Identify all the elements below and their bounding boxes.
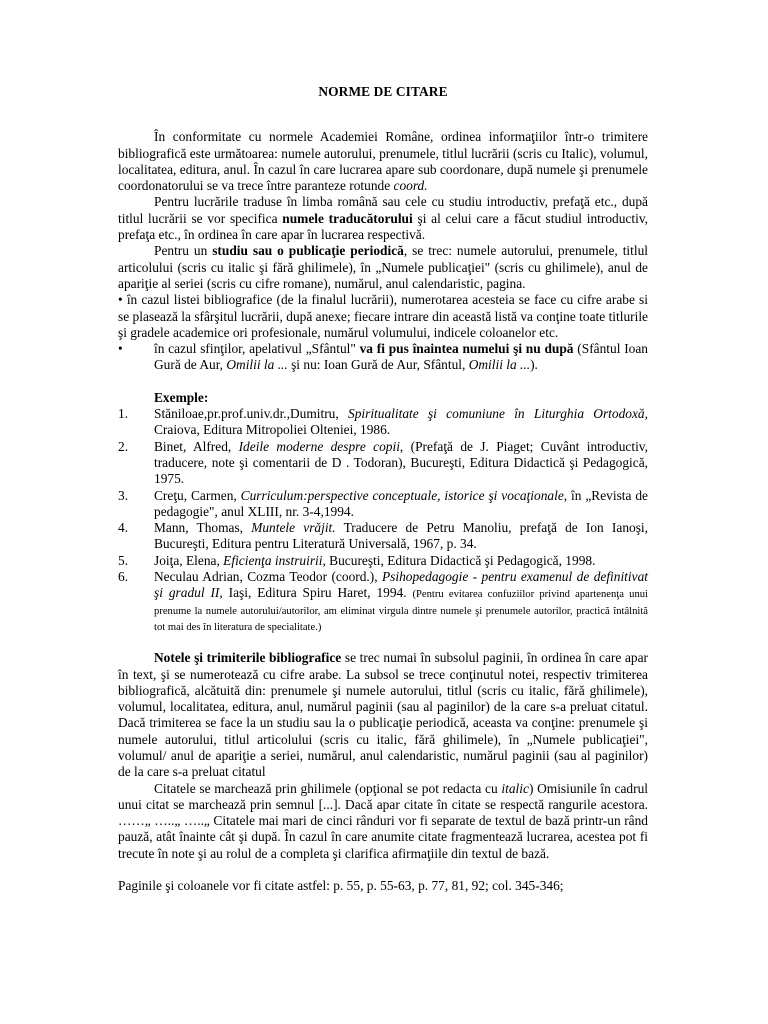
- example-author: Creţu, Carmen,: [154, 487, 241, 503]
- document-body: [118, 84, 648, 894]
- saints-text-b: (Sfântul Ioan Gură de Aur,: [154, 341, 648, 373]
- translations-text-a: Pentru lucrările traduse în limba română sau cele cu studiu introductiv, prefaţă etc., după titlul lucrării se vor specifica: [118, 194, 648, 226]
- example-number: 5.: [118, 552, 129, 568]
- saints-text-c: şi nu: Ioan Gură de Aur, Sfântul,: [287, 357, 469, 373]
- saints-text-d: ).: [530, 357, 538, 373]
- example-author: Binet, Alfred,: [154, 438, 239, 454]
- coord-abbrev: coord.: [393, 178, 428, 194]
- example-details: , Bucureşti, Editura Didactică şi Pedagogică, 1998.: [322, 552, 596, 568]
- example-author: Joiţa, Elena,: [154, 552, 224, 568]
- page-title: NORME DE CITARE: [318, 84, 448, 99]
- bullet-saints: [118, 341, 648, 374]
- notes-emphasis: Notele şi trimiterile bibliografice: [154, 650, 342, 666]
- paragraph-pages: Paginile şi coloanele vor fi citate astfel: p. 55, p. 55-63, p. 77, 81, 92; col. 345-346;: [118, 878, 564, 894]
- quotes-text-a: Citatele se marchează prin ghilimele (opţional se pot redacta cu: [154, 780, 502, 796]
- spacer: [118, 634, 648, 650]
- example-item: [118, 439, 648, 488]
- example-author: Neculau Adrian, Cozma Teodor (coord.),: [154, 569, 382, 585]
- periodicals-text-a: Pentru un: [154, 243, 213, 259]
- example-item: [118, 488, 648, 521]
- paragraph-intro: [118, 129, 648, 194]
- example-number: 3.: [118, 487, 129, 503]
- quotes-italic: italic: [501, 780, 529, 796]
- example-title: Ideile moderne despre copii: [238, 438, 400, 454]
- example-number: 1.: [118, 406, 129, 422]
- paragraph-intro-text: În conformitate cu normele Academiei Române, ordinea informaţiilor într-o trimitere bibliografică este următoarea: numele autorului, prenumele, titlul lucrării (scris cu Italic), volumul, localitatea, editura, anul. În cazul în care lucrarea apare sub coordonare, după numele şi prenumele coordonatorului se va trece între paranteze rotunde: [118, 129, 648, 194]
- example-item: [118, 569, 648, 634]
- example-text: [154, 406, 648, 439]
- example-author: Stăniloae,pr.prof.univ.dr.,Dumitru,: [154, 406, 348, 422]
- example-title: Spiritualitate şi comuniune în Liturghia Ortodoxă: [348, 406, 645, 422]
- example-details: Iaşi, Editura Spiru Haret, 1994.: [222, 585, 413, 601]
- saints-italic-2: Omilii la ...: [468, 357, 531, 373]
- spacer: [118, 862, 648, 878]
- notes-text: se trec numai în subsolul paginii, în ordinea în care apar în text, şi se numerotează cu cifre arabe. La subsol se trece conţinutul notei, respectiv trimiterea bibliografică, alcătuită din: prenumele şi numele autorului, titlul (scris cu italic, fără ghilimele), volumul, localitatea, editura, anul, numărul paginii (sau al paginilor) de la care s-a preluat citatul. Dacă trimiterea se face la un studiu sau la o publicaţie periodică, aceasta va conţine: prenumele şi numele autorului, titlul articolului (scris cu italic, fără ghilimele), în „Numele publicaţiei", volumul/ anul de apariţie a seriei, numărul, anul calendaristic, numărul paginii (sau al paginilor) de la care s-a preluat citatul: [118, 650, 648, 780]
- example-text: [154, 569, 648, 634]
- examples-heading-text: Exemple:: [154, 389, 209, 405]
- spacer: [118, 374, 648, 390]
- example-number: 2.: [118, 438, 129, 454]
- example-text: [154, 488, 648, 521]
- paragraph-translations: [118, 194, 648, 243]
- example-item: [118, 553, 648, 569]
- translator-emphasis: numele traducătorului: [282, 210, 413, 226]
- examples-heading: [118, 390, 648, 406]
- example-text: [154, 520, 648, 553]
- example-number: 6.: [118, 569, 129, 585]
- example-title: Curriculum:perspective conceptuale, istorice şi vocaţionale: [240, 487, 564, 503]
- example-details: , în „Revista de pedagogie", anul XLIII, nr. 3-4,1994.: [154, 487, 648, 519]
- example-number: 4.: [118, 520, 129, 536]
- saints-emphasis: va fi pus înaintea numelui şi nu după: [359, 341, 574, 357]
- example-text: [154, 553, 648, 569]
- example-title: Eficienţa instruirii: [223, 552, 323, 568]
- example-title: Muntele vrăjit.: [251, 520, 336, 536]
- example-title: Psihopedagogie - pentru examenul de definitivat şi gradul II,: [154, 569, 648, 601]
- bullet-bibliography: • în cazul listei bibliografice (de la finalul lucrării), numerotarea acesteia se face cu cifre arabe si se plasează la sfârşitul lucrării, după anexe; fiecare intrare din această listă va conţine toate titlurile şi gradele academice ori profesionale, numărul volumului, indicele coloanelor etc.: [118, 292, 648, 340]
- example-details: , (Prefaţă de J. Piaget; Cuvânt introductiv, traducere, note şi comentarii de D . Todoran), Bucureşti, Editura Didactică şi Pedagogică, 1975.: [154, 438, 648, 487]
- example-footnote: (Pentru evitarea confuziilor privind apartenenţa unui prenume la numele autorului/autorilor, am eliminat virgula dintre numele şi prenumele autorilor, practică întâlnită tot mai des în literatura de specialitate.): [154, 589, 648, 633]
- example-item: [118, 406, 648, 439]
- paragraph-quotes: [118, 781, 648, 862]
- example-item: [118, 520, 648, 553]
- paragraph-notes: [118, 650, 648, 780]
- bullet-saints-text: [154, 341, 648, 374]
- periodicals-text-b: , se trec: numele autorului, prenumele, titlul articolului (scris cu italic şi fără ghilimele), în „Numele publicaţiei" (scris cu ghilimele), anul de apariţie al seriei (scris cu cifre romane), numărul, anul calendaristic, pagina.: [118, 243, 648, 291]
- examples-list: [118, 406, 648, 634]
- saints-text-a: în cazul sfinţilor, apelativul „Sfântul": [154, 341, 360, 357]
- example-details: Traducere de Petru Manoliu, prefaţă de Ion Ianoşi, Bucureşti, Editura pentru Literatură Universală, 1967, p. 34.: [154, 520, 648, 552]
- periodicals-emphasis: studiu sau o publicaţie periodică: [212, 243, 404, 259]
- paragraph-periodicals: [118, 243, 648, 292]
- example-text: [154, 439, 648, 488]
- quotes-text-b: ) Omisiunile în cadrul unui citat se marchează prin semnul [...]. Dacă apar citate în citate se respectă rangurile acestora. ……„ …..„ …..„ Citatele mai mari de cinci rânduri vor fi separate de textul de bază printr-un rând pauză, atât înainte cât şi după. În cazul în care anumite citate fragmentează lucrarea, acestea pot fi trecute în note şi au rolul de a completa şi clarifica afirmaţiile din textul de bază.: [118, 780, 648, 861]
- example-details: , Craiova, Editura Mitropoliei Olteniei, 1986.: [154, 406, 648, 438]
- bullet-marker: •: [118, 341, 123, 357]
- example-author: Mann, Thomas,: [154, 520, 252, 536]
- saints-italic-1: Omilii la ...: [226, 357, 288, 373]
- translations-text-b: şi al celui care a făcut studiul introductiv, prefaţa etc., în ordinea în care apar în lucrarea respectivă.: [118, 210, 648, 243]
